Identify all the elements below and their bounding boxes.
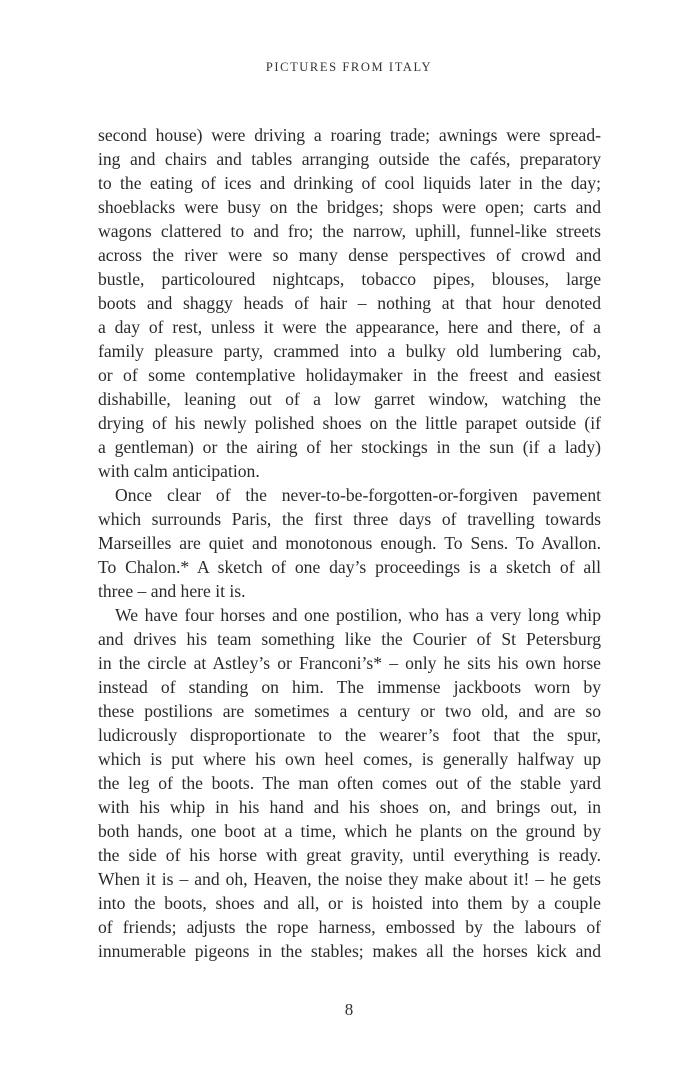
text-line: the side of his horse with great gravity, until everything is ready.	[98, 845, 601, 865]
text-line: To Chalon.* A sketch of one day’s proceedings is a sketch of all	[98, 557, 601, 577]
text-line: Marseilles are quiet and monotonous enough. To Sens. To Avallon.	[98, 533, 601, 553]
text-line: ing and chairs and tables arranging outside the cafés, preparatory	[98, 149, 601, 169]
text-line: of friends; adjusts the rope harness, embossed by the labours of	[98, 917, 601, 937]
text-line: family pleasure party, crammed into a bulky old lumbering cab,	[98, 341, 601, 361]
text-line: ludicrously disproportionate to the wearer’s foot that the spur,	[98, 725, 601, 745]
text-line: instead of standing on him. The immense jackboots worn by	[98, 677, 601, 697]
text-line: second house) were driving a roaring trade; awnings were spread-	[98, 125, 601, 145]
text-line: which surrounds Paris, the first three days of travelling towards	[98, 509, 601, 529]
text-line: shoeblacks were busy on the bridges; shops were open; carts and	[98, 197, 601, 217]
running-head: PICTURES FROM ITALY	[265, 60, 433, 74]
text-line: both hands, one boot at a time, which he plants on the ground by	[98, 821, 601, 841]
page-number: 8	[344, 1000, 354, 1019]
text-line: with his whip in his hand and his shoes on, and brings out, in	[98, 797, 601, 817]
text-line: Once clear of the never-to-be-forgotten-or-forgiven pavement	[115, 485, 601, 505]
body-text	[98, 123, 601, 963]
text-line: wagons clattered to and fro; the narrow, uphill, funnel-like streets	[98, 221, 601, 241]
text-line: to the eating of ices and drinking of cool liquids later in the day;	[98, 173, 601, 193]
text-line: the leg of the boots. The man often comes out of the stable yard	[98, 773, 601, 793]
text-line: three – and here it is.	[98, 581, 246, 601]
text-line: dishabille, leaning out of a low garret window, watching the	[98, 389, 601, 409]
text-line: and drives his team something like the Courier of St Petersburg	[98, 629, 601, 649]
text-line: innumerable pigeons in the stables; makes all the horses kick and	[98, 941, 601, 961]
text-line: boots and shaggy heads of hair – nothing at that hour denoted	[98, 293, 601, 313]
text-line: with calm anticipation.	[98, 461, 260, 481]
text-line: which is put where his own heel comes, is generally halfway up	[98, 749, 601, 769]
text-line: these postilions are sometimes a century or two old, and are so	[98, 701, 601, 721]
text-line: or of some contemplative holidaymaker in the freest and easiest	[98, 365, 601, 385]
text-line: bustle, particoloured nightcaps, tobacco pipes, blouses, large	[98, 269, 601, 289]
text-line: into the boots, shoes and all, or is hoisted into them by a couple	[98, 893, 601, 913]
text-line: a gentleman) or the airing of her stockings in the sun (if a lady)	[98, 437, 601, 457]
text-line: across the river were so many dense perspectives of crowd and	[98, 245, 601, 265]
text-line: drying of his newly polished shoes on the little parapet outside (if	[98, 413, 601, 433]
text-line: We have four horses and one postilion, who has a very long whip	[115, 605, 601, 625]
text-line: When it is – and oh, Heaven, the noise they make about it! – he gets	[98, 869, 601, 889]
text-line: a day of rest, unless it were the appearance, here and there, of a	[98, 317, 601, 337]
text-line: in the circle at Astley’s or Franconi’s* – only he sits his own horse	[98, 653, 601, 673]
